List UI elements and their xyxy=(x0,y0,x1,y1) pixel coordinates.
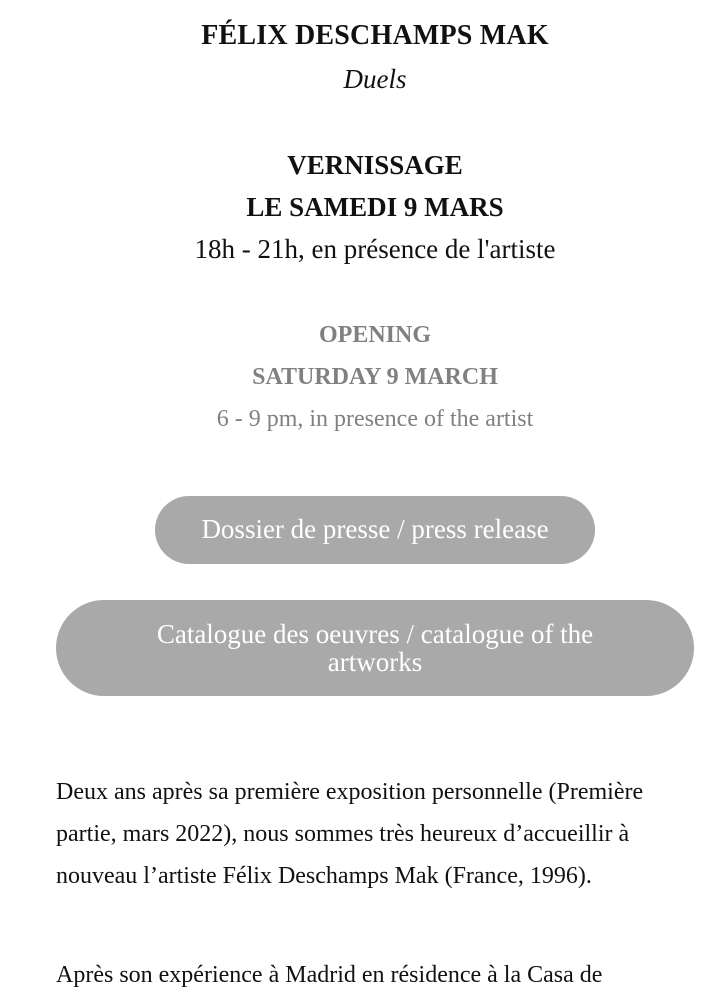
intro-text xyxy=(56,771,696,897)
exhibition-title: Duels xyxy=(343,64,407,94)
opening-heading: OPENING xyxy=(318,322,431,348)
opening-en-block xyxy=(0,314,728,440)
vernissage-heading: VERNISSAGE xyxy=(287,150,463,180)
intro-paragraph: Deux ans après sa première exposition personnelle (Première partie, mars 2022), nous sommes très heureux d’accueillir à nouveau l’artiste Félix Deschamps Mak (France, 1996). xyxy=(56,779,644,889)
next-paragraph-partial: Après son expérience à Madrid en résidence à la Casa de xyxy=(56,962,603,988)
opening-hours: 6 - 9 pm, in presence of the artist xyxy=(216,406,534,432)
vernissage-hours: 18h - 21h, en présence de l'artiste xyxy=(194,234,556,264)
catalogue-button[interactable]: Catalogue des oeuvres / catalogue of the artworks xyxy=(56,600,694,696)
vernissage-fr-block xyxy=(0,144,728,270)
vernissage-date: LE SAMEDI 9 MARS xyxy=(246,192,504,222)
artist-name: FÉLIX DESCHAMPS MAK xyxy=(201,20,549,51)
opening-date: SATURDAY 9 MARCH xyxy=(252,364,498,390)
press-release-button[interactable]: Dossier de presse / press release xyxy=(155,496,595,564)
